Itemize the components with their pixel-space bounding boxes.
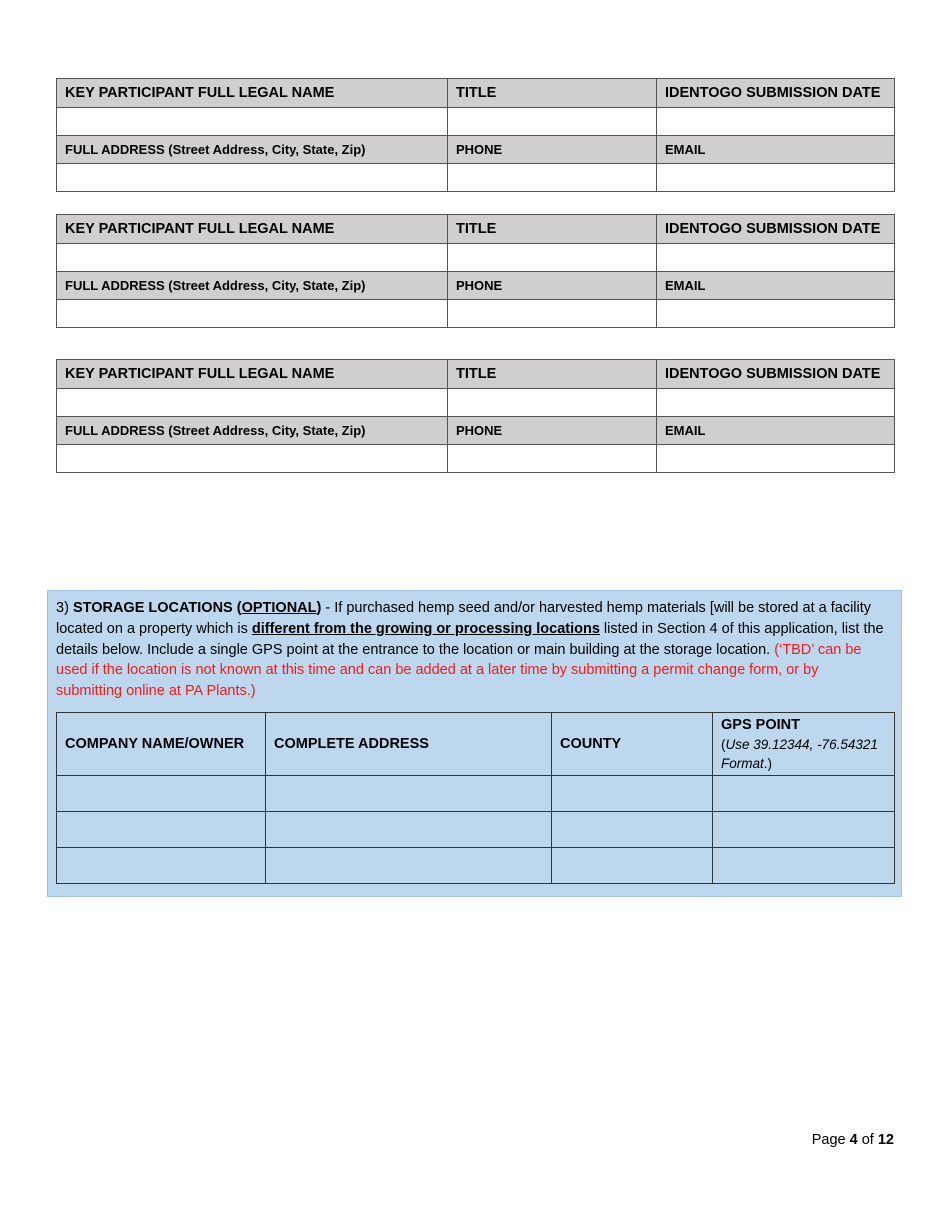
key-participant-table-2 bbox=[56, 214, 895, 328]
tbd-note: (‘TBD’ can be used if the location is not known at this time and can be added at a later time by submitting a permit change form, or by submitting online at PA Plants.) bbox=[56, 641, 862, 700]
address-field[interactable] bbox=[266, 776, 552, 812]
address-field[interactable] bbox=[266, 812, 552, 848]
email-field[interactable] bbox=[657, 164, 895, 192]
table-row bbox=[57, 812, 895, 848]
storage-table bbox=[56, 712, 895, 884]
phone-field[interactable] bbox=[448, 164, 657, 192]
title-field[interactable] bbox=[448, 244, 657, 272]
optional-label: OPTIONAL bbox=[241, 600, 317, 616]
header-full-address: FULL ADDRESS (Street Address, City, State, Zip) bbox=[57, 136, 448, 164]
phone-field[interactable] bbox=[448, 445, 657, 473]
header-identogo-date: IDENTOGO SUBMISSION DATE bbox=[657, 360, 895, 389]
storage-instructions: 3) STORAGE LOCATIONS (OPTIONAL) - If purchased hemp seed and/or harvested hemp materials [will be stored at a facility located on a property which is different from the growing or processing locations listed in Section 4 of this application, list the details below. Include a single GPS point at the entrance to the location or main building at the storage location. (‘TBD’ can be used if the location is not known at this time and can be added at a later time by submitting a permit change form, or by submitting online at PA Plants.) bbox=[56, 600, 884, 700]
col-complete-address: COMPLETE ADDRESS bbox=[266, 713, 552, 776]
header-phone: PHONE bbox=[448, 417, 657, 445]
identogo-date-field[interactable] bbox=[657, 389, 895, 417]
col-company-name-owner: COMPANY NAME/OWNER bbox=[57, 713, 266, 776]
address-field[interactable] bbox=[266, 848, 552, 884]
header-email: EMAIL bbox=[657, 417, 895, 445]
header-identogo-date: IDENTOGO SUBMISSION DATE bbox=[657, 79, 895, 108]
emphasis-text: different from the growing or processing locations bbox=[251, 620, 600, 637]
section-number: 3) bbox=[56, 600, 69, 616]
header-title: TITLE bbox=[448, 215, 657, 244]
address-field[interactable] bbox=[57, 445, 448, 473]
col-gps-point bbox=[713, 713, 895, 776]
phone-field[interactable] bbox=[448, 300, 657, 328]
storage-locations-section bbox=[47, 590, 902, 897]
header-identogo-date: IDENTOGO SUBMISSION DATE bbox=[657, 215, 895, 244]
company-field[interactable] bbox=[57, 848, 266, 884]
gps-field[interactable] bbox=[713, 776, 895, 812]
header-phone: PHONE bbox=[448, 136, 657, 164]
title-field[interactable] bbox=[448, 108, 657, 136]
header-full-address: FULL ADDRESS (Street Address, City, State, Zip) bbox=[57, 417, 448, 445]
gps-point-label: GPS POINT bbox=[721, 716, 800, 733]
county-field[interactable] bbox=[552, 848, 713, 884]
name-field[interactable] bbox=[57, 108, 448, 136]
col-county: COUNTY bbox=[552, 713, 713, 776]
name-field[interactable] bbox=[57, 389, 448, 417]
header-email: EMAIL bbox=[657, 136, 895, 164]
header-phone: PHONE bbox=[448, 272, 657, 300]
identogo-date-field[interactable] bbox=[657, 244, 895, 272]
key-participant-table-1 bbox=[56, 78, 895, 192]
key-participant-table-3 bbox=[56, 359, 895, 473]
email-field[interactable] bbox=[657, 445, 895, 473]
address-field[interactable] bbox=[57, 300, 448, 328]
county-field[interactable] bbox=[552, 776, 713, 812]
county-field[interactable] bbox=[552, 812, 713, 848]
table-row bbox=[57, 776, 895, 812]
gps-format-hint: (Use 39.12344, -76.54321 Format.) bbox=[721, 736, 878, 771]
address-field[interactable] bbox=[57, 164, 448, 192]
header-key-participant-name: KEY PARTICIPANT FULL LEGAL NAME bbox=[57, 215, 448, 244]
company-field[interactable] bbox=[57, 812, 266, 848]
header-key-participant-name: KEY PARTICIPANT FULL LEGAL NAME bbox=[57, 79, 448, 108]
email-field[interactable] bbox=[657, 300, 895, 328]
header-title: TITLE bbox=[448, 79, 657, 108]
table-row bbox=[57, 848, 895, 884]
header-email: EMAIL bbox=[657, 272, 895, 300]
gps-field[interactable] bbox=[713, 848, 895, 884]
header-title: TITLE bbox=[448, 360, 657, 389]
header-key-participant-name: KEY PARTICIPANT FULL LEGAL NAME bbox=[57, 360, 448, 389]
storage-heading: STORAGE LOCATIONS (OPTIONAL) bbox=[72, 600, 322, 616]
name-field[interactable] bbox=[57, 244, 448, 272]
title-field[interactable] bbox=[448, 389, 657, 417]
company-field[interactable] bbox=[57, 776, 266, 812]
gps-field[interactable] bbox=[713, 812, 895, 848]
page-number: Page 4 of 12 bbox=[811, 1132, 894, 1148]
header-full-address: FULL ADDRESS (Street Address, City, State, Zip) bbox=[57, 272, 448, 300]
identogo-date-field[interactable] bbox=[657, 108, 895, 136]
